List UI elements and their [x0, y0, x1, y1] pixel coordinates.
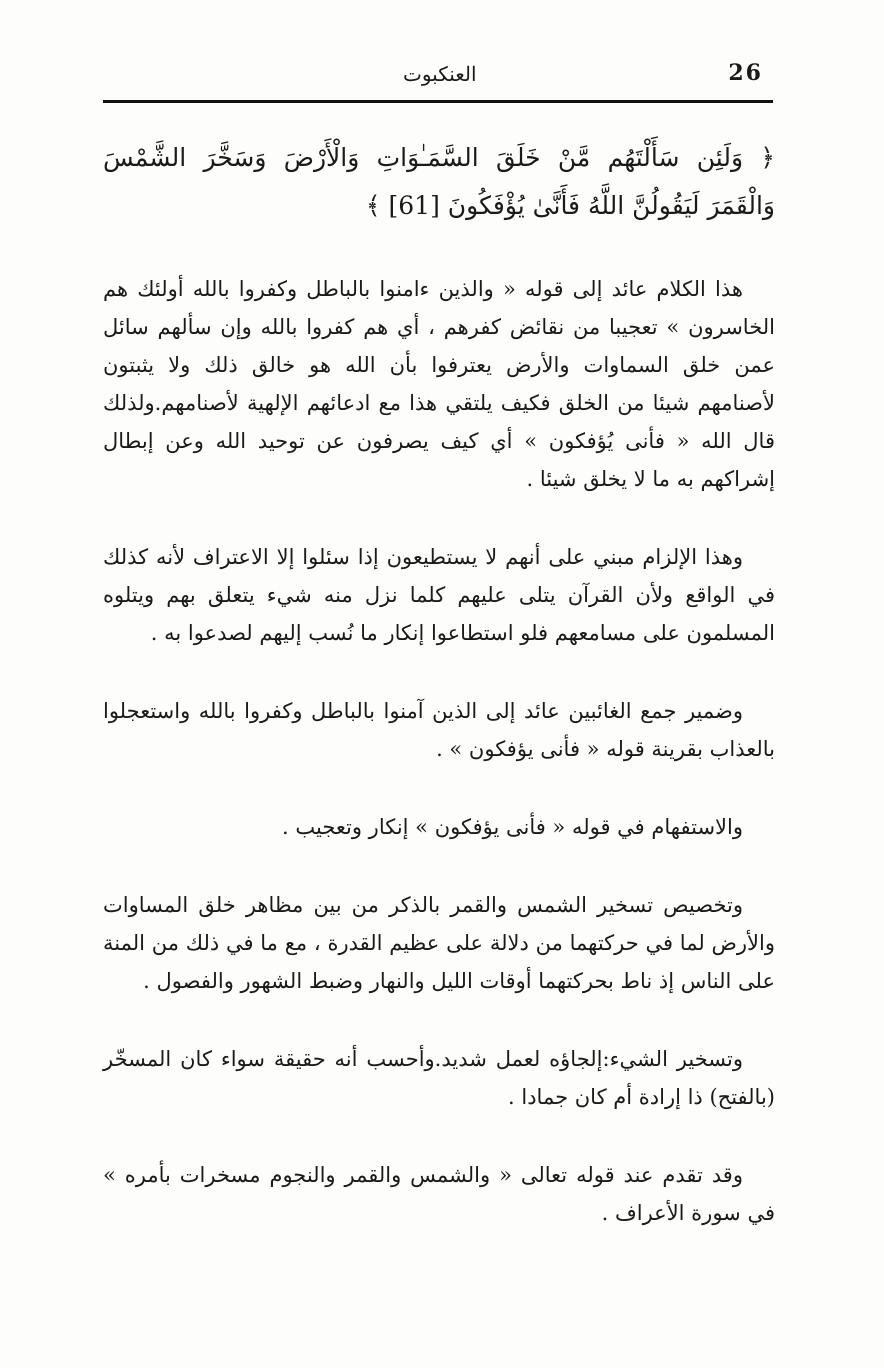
paragraph: هذا الكلام عائد إلى قوله « والذين ءامنوا بالباطل وكفروا بالله أولئك هم الخاسرون » تعجيبا من نقائض كفرهم ، أي هم كفروا بالله وإن سألهم سائل عمن خلق السماوات والأرض يعترفوا بأن الله هو خالق ذلك ولا يثبتون لأصنامهم شيئا من الخلق فكيف يلتقي هذا مع ادعائهم الإلهية لأصنامهم.ولذلك قال الله « فأنى يُؤفكون » أي كيف يصرفون عن توحيد الله وعن إبطال إشراكهم به ما لا يخلق شيئا .	[103, 277, 775, 491]
chapter-title: العنكبوت	[403, 62, 477, 86]
paragraph: وتسخير الشيء:إلجاؤه لعمل شديد.وأحسب أنه حقيقة سواء كان المسخّر (بالفتح) ذا إرادة أم كان جمادا .	[103, 1047, 775, 1109]
paragraph: وقد تقدم عند قوله تعالى « والشمس والقمر والنجوم مسخرات بأمره » في سورة الأعراف .	[103, 1163, 775, 1225]
paragraph: وضمير جمع الغائبين عائد إلى الذين آمنوا بالباطل وكفروا بالله واستعجلوا بالعذاب بقرينة قوله « فأنى يؤفكون » .	[103, 699, 775, 761]
paragraph: والاستفهام في قوله « فأنى يؤفكون » إنكار وتعجيب .	[282, 815, 743, 839]
header-divider	[103, 100, 773, 103]
quran-verse: ﴿ وَلَئِن سَأَلْتَهُم مَّنْ خَلَقَ السَّمَـٰوَاتِ وَالْأَرْضَ وَسَخَّرَ الشَّمْسَ وَالْقَمَرَ لَيَقُولُنَّ اللَّهُ فَأَنَّىٰ يُؤْفَكُونَ [61] ﴾	[103, 143, 775, 220]
page-number: 26	[728, 60, 763, 86]
commentary-body	[103, 270, 775, 1272]
paragraph: وتخصيص تسخير الشمس والقمر بالذكر من بين مظاهر خلق المساوات والأرض لما في حركتهما من دلالة على عظيم القدرة ، مع ما في ذلك من المنة على الناس إذ ناط بحركتهما أوقات الليل والنهار وضبط الشهور والفصول .	[103, 893, 775, 993]
paragraph: وهذا الإلزام مبني على أنهم لا يستطيعون إذا سئلوا إلا الاعتراف لأنه كذلك في الواقع ولأن القرآن يتلى عليهم كلما نزل منه شيء يتعلق بهم ويتلوه المسلمون على مسامعهم فلو استطاعوا إنكار ما نُسب إليهم لصدعوا به .	[103, 545, 775, 645]
page-header	[103, 58, 773, 98]
